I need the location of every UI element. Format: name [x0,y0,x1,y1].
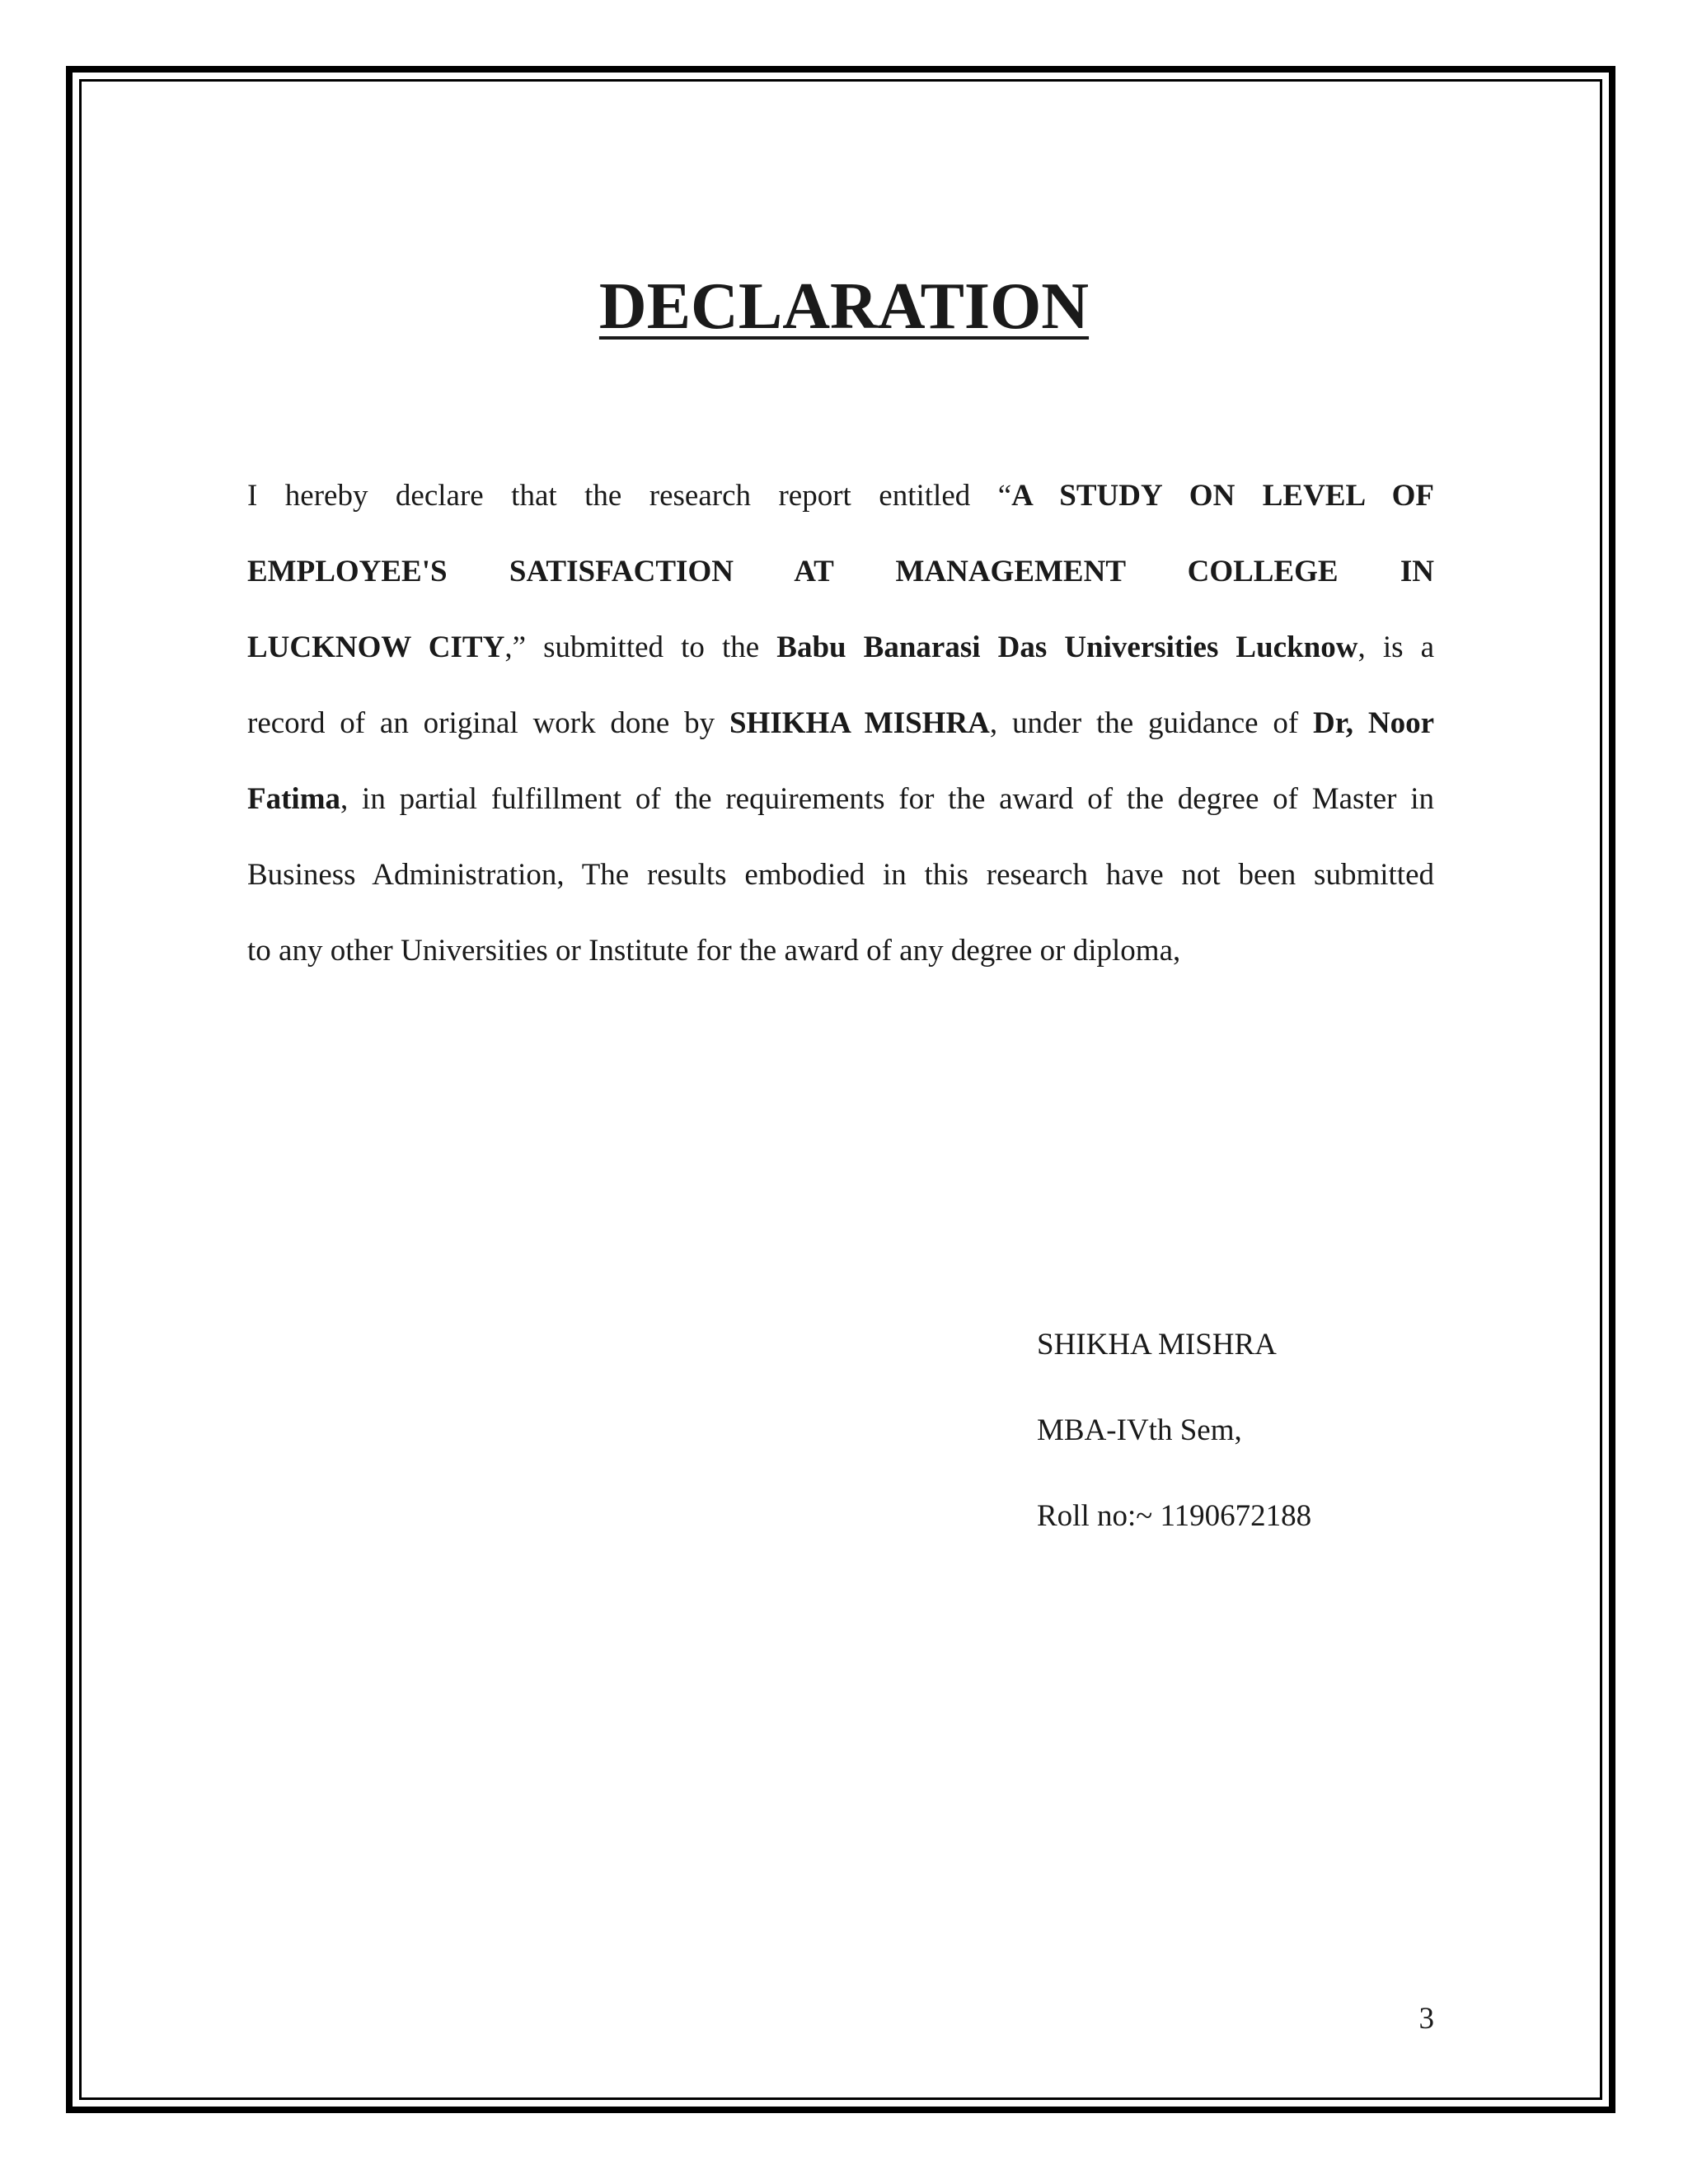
paragraph-text: I hereby declare that the research report entitled “ [247,479,1012,513]
paragraph-line-2 [247,534,1434,610]
paragraph-text: Business Administration, The results embodied in this research have not been submitted [247,858,1434,892]
paragraph-line-4 [247,686,1434,762]
signature-course: MBA-IVth Sem, [1037,1413,1242,1447]
paragraph-line-1 [247,458,1434,534]
paragraph-text: to any other Universities or Institute for the award of any degree or diploma, [247,934,1181,968]
student-name: SHIKHA MISHRA [729,706,990,740]
paragraph-text: , in partial fulfillment of the requirements for the award of the degree of Master in [340,782,1434,816]
paragraph-text: record of an original work done by [247,706,729,740]
guide-name-part-1: Dr, Noor [1313,706,1434,740]
paragraph-line-7 [247,913,1434,989]
declaration-paragraph [247,458,1434,989]
university-name: Babu Banarasi Das Universities Lucknow [776,630,1358,664]
paragraph-text: , is a [1357,630,1434,664]
page-title [0,265,1688,348]
page-title-text: DECLARATION [598,270,1090,343]
paragraph-text: ,” submitted to the [504,630,777,664]
report-title-part-2: EMPLOYEE'S SATISFACTION AT MANAGEMENT COLLEGE IN [247,555,1434,588]
report-title-part-1: A STUDY ON LEVEL OF [1011,479,1434,513]
paragraph-line-5 [247,762,1434,837]
paragraph-text: , under the guidance of [989,706,1314,740]
paragraph-line-6 [247,837,1434,913]
paragraph-line-3 [247,610,1434,686]
report-title-part-3: LUCKNOW CITY [247,630,505,664]
signature-roll-number: Roll no:~ 1190672188 [1037,1499,1312,1533]
guide-name-part-2: Fatima [247,782,341,816]
page-number: 3 [1418,2002,1434,2036]
signature-block [1037,1302,1311,1559]
page-border-inner [79,79,1602,2100]
signature-name: SHIKHA MISHRA [1037,1328,1277,1361]
